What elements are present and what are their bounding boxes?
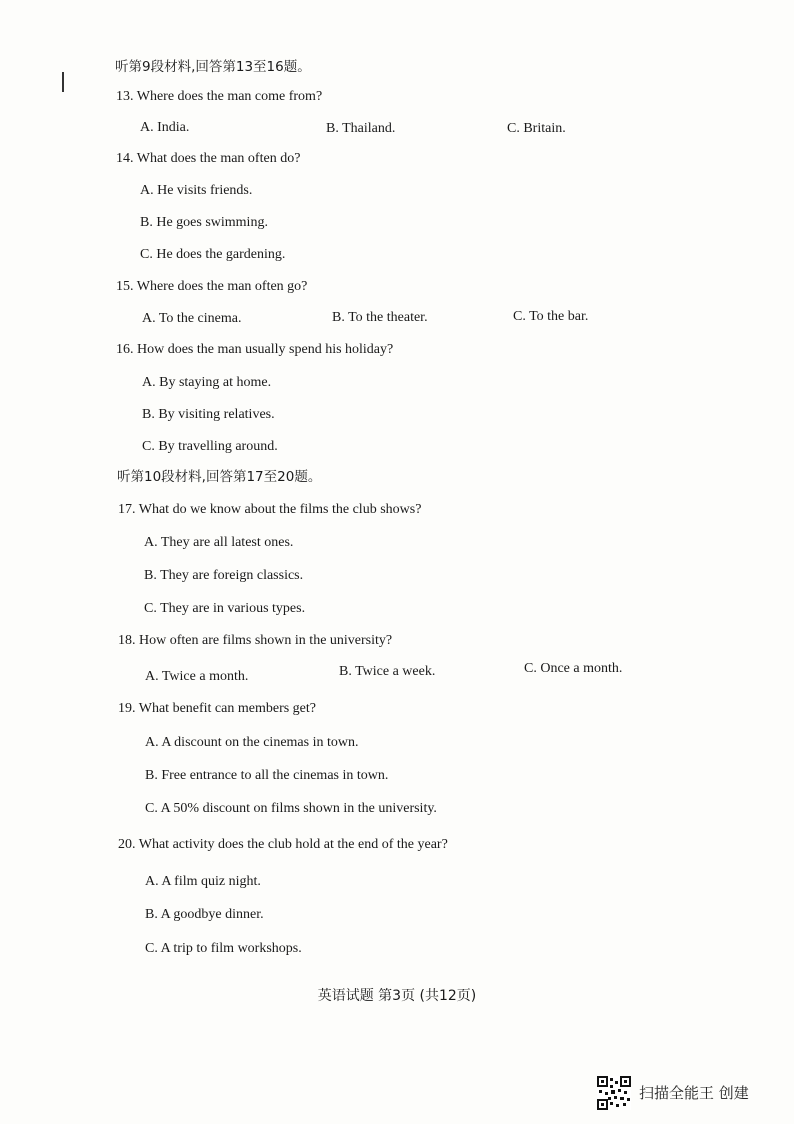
question-14-stem: 14. What does the man often do? bbox=[116, 151, 301, 166]
question-14-option-a: A. He visits friends. bbox=[140, 183, 253, 198]
question-13-option-c: C. Britain. bbox=[507, 121, 566, 136]
question-15-option-a: A. To the cinema. bbox=[142, 311, 242, 326]
qr-code-icon bbox=[597, 1076, 631, 1110]
question-18-option-c: C. Once a month. bbox=[524, 661, 623, 676]
question-18-option-a: A. Twice a month. bbox=[145, 669, 249, 684]
scanner-watermark: 扫描全能王 创建 bbox=[639, 1084, 749, 1102]
page-footer: 英语试题 第3页 (共12页) bbox=[317, 988, 477, 1004]
question-14-option-b: B. He goes swimming. bbox=[140, 215, 268, 230]
question-18-option-b: B. Twice a week. bbox=[339, 664, 436, 679]
section-9-instruction: 听第9段材料,回答第13至16题。 bbox=[115, 59, 311, 75]
question-18-stem: 18. How often are films shown in the university? bbox=[118, 633, 393, 648]
question-19-stem: 19. What benefit can members get? bbox=[118, 701, 316, 716]
section-10-instruction: 听第10段材料,回答第17至20题。 bbox=[117, 469, 322, 485]
question-20-option-b: B. A goodbye dinner. bbox=[145, 907, 264, 922]
question-15-option-b: B. To the theater. bbox=[332, 310, 428, 325]
question-17-option-b: B. They are foreign classics. bbox=[144, 568, 304, 583]
question-17-option-a: A. They are all latest ones. bbox=[144, 535, 294, 550]
question-16-option-c: C. By travelling around. bbox=[142, 439, 278, 454]
question-16-option-b: B. By visiting relatives. bbox=[142, 407, 275, 422]
question-13-stem: 13. Where does the man come from? bbox=[116, 89, 323, 104]
question-15-option-c: C. To the bar. bbox=[513, 309, 589, 324]
question-13-option-b: B. Thailand. bbox=[326, 121, 396, 136]
question-20-option-c: C. A trip to film workshops. bbox=[145, 941, 302, 956]
margin-mark bbox=[62, 72, 64, 92]
question-17-stem: 17. What do we know about the films the club shows? bbox=[118, 502, 422, 517]
question-20-option-a: A. A film quiz night. bbox=[145, 874, 261, 889]
question-19-option-b: B. Free entrance to all the cinemas in town. bbox=[145, 768, 389, 783]
question-14-option-c: C. He does the gardening. bbox=[140, 247, 286, 262]
question-16-option-a: A. By staying at home. bbox=[142, 375, 272, 390]
question-19-option-a: A. A discount on the cinemas in town. bbox=[145, 735, 359, 750]
question-15-stem: 15. Where does the man often go? bbox=[116, 279, 308, 294]
question-16-stem: 16. How does the man usually spend his holiday? bbox=[116, 342, 394, 357]
question-19-option-c: C. A 50% discount on films shown in the university. bbox=[145, 801, 437, 816]
question-13-option-a: A. India. bbox=[140, 120, 190, 135]
question-20-stem: 20. What activity does the club hold at the end of the year? bbox=[118, 837, 448, 852]
question-17-option-c: C. They are in various types. bbox=[144, 601, 306, 616]
